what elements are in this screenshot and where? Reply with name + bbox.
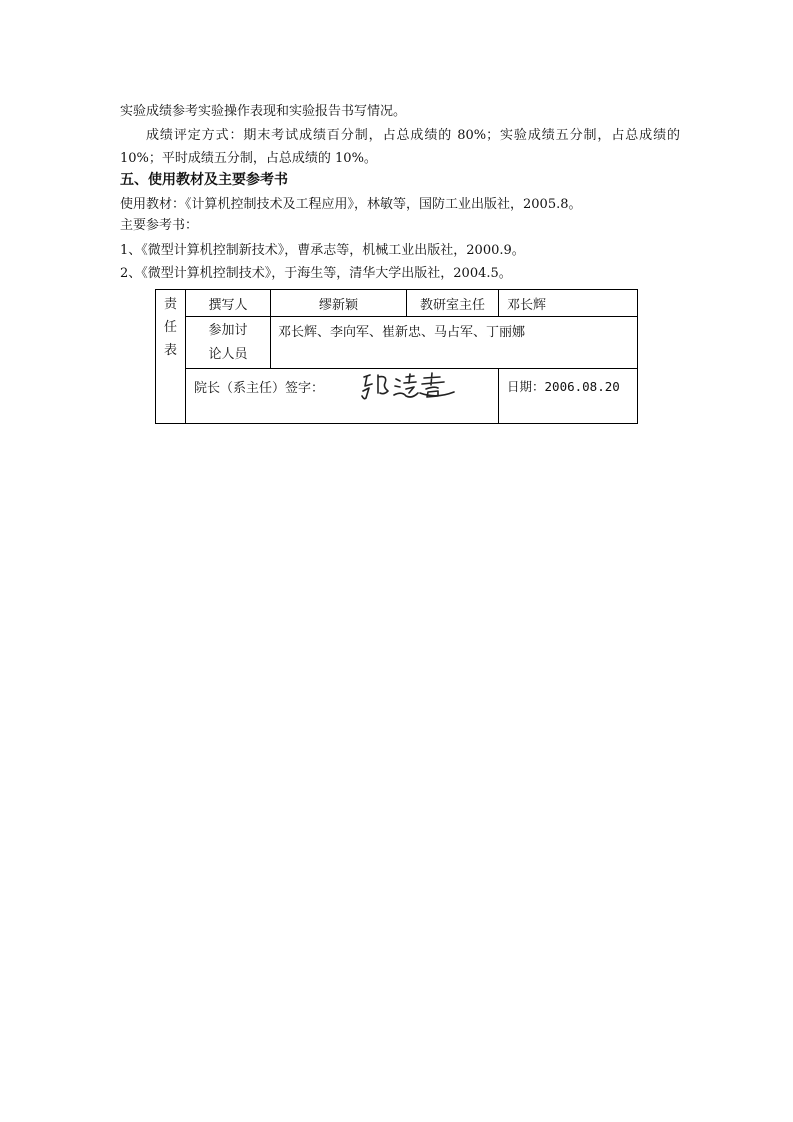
responsibility-table xyxy=(155,289,638,424)
participants-label-cell xyxy=(186,317,271,369)
assessment-line: 实验成绩参考实验操作表现和实验报告书写情况。 xyxy=(120,104,407,119)
date-cell xyxy=(499,369,638,424)
dean-signature-cell xyxy=(186,369,499,424)
reference-item: 1、《微型计算机控制新技术》，曹承志等，机械工业出版社，2000.9。 xyxy=(120,243,525,258)
date-value: 2006.08.20 xyxy=(544,379,620,394)
reference-item: 2、《微型计算机控制技术》，于海生等，清华大学出版社，2004.5。 xyxy=(120,266,512,281)
side-label-char: 责 xyxy=(163,297,177,312)
date-label: 日期： xyxy=(507,379,545,394)
handwritten-signature xyxy=(354,369,464,403)
head-name: 邓长辉 xyxy=(499,290,638,317)
textbook-line: 使用教材：《计算机控制技术及工程应用》，林敏等，国防工业出版社，2005.8。 xyxy=(120,197,582,212)
references-label: 主要参考书： xyxy=(120,218,199,233)
participants-label: 参加讨 xyxy=(208,322,248,338)
participants-label: 论人员 xyxy=(208,346,248,362)
participants-list: 邓长辉、李向军、崔新忠、马占军、丁丽娜 xyxy=(271,317,638,369)
author-label: 撰写人 xyxy=(186,290,271,317)
head-label: 教研室主任 xyxy=(407,290,499,317)
side-label-char: 表 xyxy=(163,343,177,358)
author-name: 缪新颖 xyxy=(271,290,407,317)
dean-label: 院长（系主任）签字： xyxy=(194,381,325,396)
side-label-char: 任 xyxy=(163,320,177,335)
side-label-cell xyxy=(156,290,186,424)
grading-method: 成绩评定方式：期末考试成绩百分制，占总成绩的 80%；实验成绩五分制，占总成绩的 10%；平时成绩五分制，占总成绩的 10%。 xyxy=(120,128,680,166)
section-heading: 五、使用教材及主要参考书 xyxy=(120,172,288,188)
